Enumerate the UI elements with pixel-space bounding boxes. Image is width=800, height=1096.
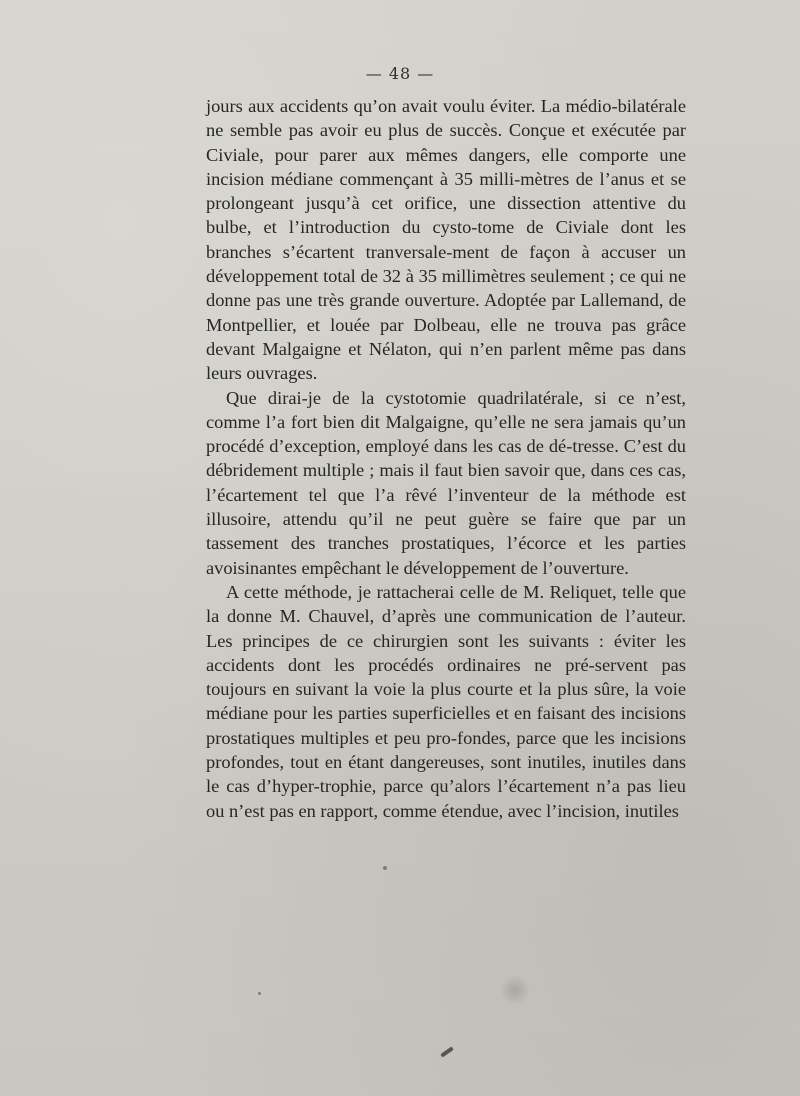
ink-mark bbox=[440, 1046, 454, 1057]
ink-speck bbox=[258, 992, 261, 995]
paragraph-3: A cette méthode, je rattacherai celle de M. Reliquet, telle que la donne M. Chauvel, d’après une communication de l’auteur. Les principes de ce chirurgien sont les suivants : éviter les accidents dont les procédés ordinaires ne pré-servent pas toujours en suivant la voie la plus courte et la plus sûre, la voie médiane pour les parties superficielles et en faisant des incisions prostatiques multiples et peu pro-fondes, parce que les incisions profondes, tout en étant dangereuses, sont inutiles, inutiles dans le cas d’hyper-trophie, parce qu’alors l’écartement n’a pas lieu ou n’est pas en rapport, comme étendue, avec l’incision, inutiles bbox=[206, 581, 686, 821]
body-text bbox=[206, 94, 686, 823]
paragraph-1: jours aux accidents qu’on avait voulu éviter. La médio-bilatérale ne semble pas avoir eu plus de succès. Conçue et exécutée par Civiale, pour parer aux mêmes dangers, elle comporte une incision médiane commençant à 35 milli-mètres de l’anus et se prolongeant jusqu’à cet orifice, une dissection attentive du bulbe, et l’introduction du cysto-tome de Civiale dont les branches s’écartent tranversale-ment de façon à accuser un développement total de 32 à 35 millimètres seulement ; ce qui ne donne pas une très grande ouverture. Adoptée par Lallemand, de Montpellier, et louée par Dolbeau, elle ne trouva pas grâce devant Malgaigne et Nélaton, qui n’en parlent même pas dans leurs ouvrages. bbox=[206, 96, 686, 384]
ink-speck bbox=[383, 866, 387, 870]
page-number: — 48 — bbox=[365, 64, 435, 83]
paragraph-2: Que dirai-je de la cystotomie quadrilatérale, si ce n’est, comme l’a fort bien dit Malgaigne, qu’elle ne sera jamais qu’un procédé d’exception, employé dans les cas de dé-tresse. C’est du débridement multiple ; mais il faut bien savoir que, dans ces cas, l’écartement tel que l’a rêvé l’inventeur de la méthode est illusoire, attendu qu’il ne peut guère se faire que par un tassement des tranches prostatiques, l’écorce et les parties avoisinantes empêchant le développement de l’ouverture. bbox=[206, 387, 686, 578]
paper-smudge bbox=[500, 975, 530, 1005]
